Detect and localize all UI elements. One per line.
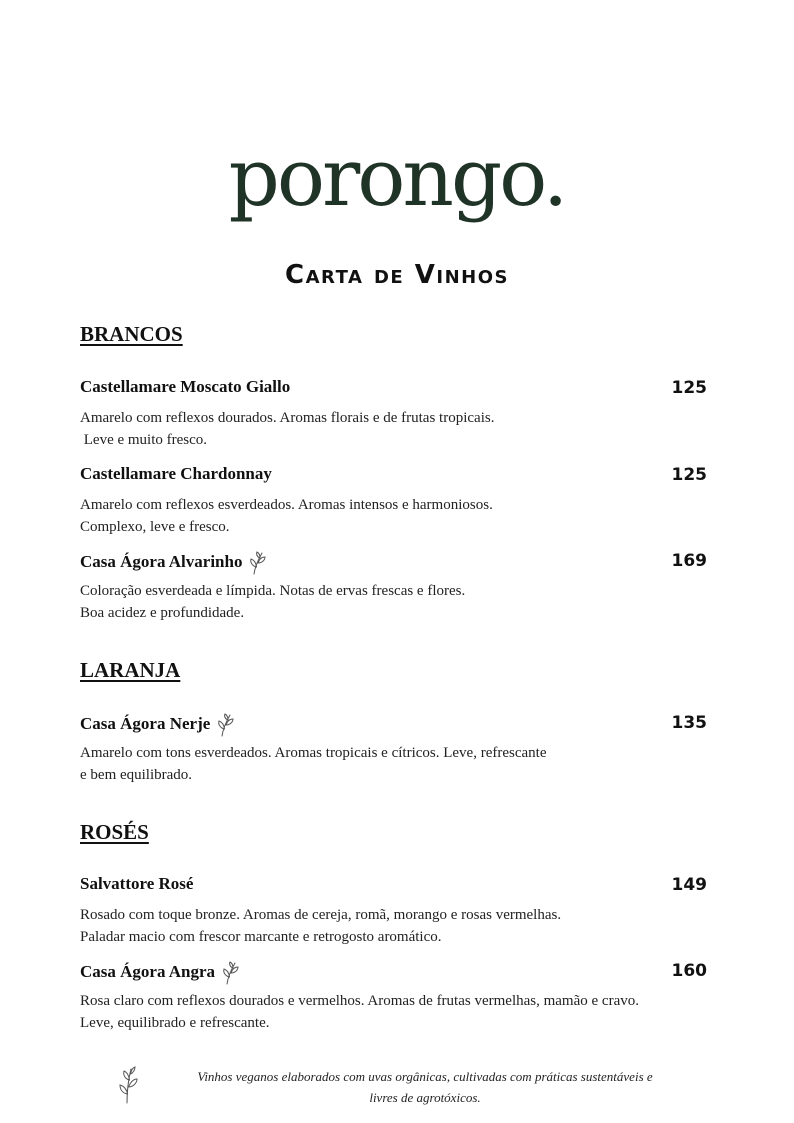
description-line: Rosado com toque bronze. Aromas de cereja, romã, morango e rosas vermelhas. — [80, 907, 562, 923]
description-line: Amarelo com tons esverdeados. Aromas tropicais e cítricos. Leve, refrescante — [80, 745, 547, 761]
wine-price: 125 — [671, 378, 707, 398]
wine-name-vegan — [80, 713, 236, 737]
wine-price: 160 — [671, 961, 707, 981]
wine-name-text: Casa Ágora Angra — [80, 961, 216, 981]
wine-name: Castellamare Chardonnay — [80, 464, 272, 483]
page-title: Carta de Vinhos — [285, 260, 509, 290]
wine-description — [80, 494, 730, 538]
leaf-icon — [216, 713, 236, 737]
wine-price: 149 — [671, 875, 707, 895]
description-line: Leve e muito fresco. — [80, 432, 208, 448]
description-line: Paladar macio com frescor marcante e retrogosto aromático. — [80, 929, 442, 945]
wine-description — [80, 580, 730, 624]
leaf-icon — [118, 1066, 140, 1109]
footnote-text — [140, 1066, 710, 1108]
brand-logo: porongo. — [228, 131, 566, 224]
wine-name: Castellamare Moscato Giallo — [80, 377, 291, 396]
section-heading-brancos: BRANCOS — [80, 322, 183, 346]
section-heading-laranja: LARANJA — [80, 658, 181, 682]
wine-price: 135 — [671, 713, 707, 733]
description-line: Coloração esverdeada e límpida. Notas de ervas frescas e flores. — [80, 583, 466, 599]
wine-name-text: Casa Ágora Nerje — [80, 713, 211, 733]
wine-price: 125 — [671, 465, 707, 485]
leaf-icon — [248, 551, 268, 575]
wine-description — [80, 990, 730, 1034]
wine-name-vegan — [80, 551, 268, 575]
wine-name-vegan — [80, 961, 241, 985]
description-line: Rosa claro com reflexos dourados e vermelhos. Aromas de frutas vermelhas, mamão e cravo. — [80, 993, 639, 1009]
description-line: Amarelo com reflexos esverdeados. Aromas intensos e harmoniosos. — [80, 497, 493, 513]
description-line: Complexo, leve e fresco. — [80, 519, 230, 535]
wine-description — [80, 742, 730, 786]
description-line: Boa acidez e profundidade. — [80, 605, 245, 621]
wine-description — [80, 407, 730, 451]
leaf-icon — [221, 961, 241, 985]
description-line: Leve, equilibrado e refrescante. — [80, 1015, 270, 1031]
footnote-line: livres de agrotóxicos. — [369, 1090, 481, 1105]
wine-price: 169 — [671, 551, 707, 571]
wine-name: Salvattore Rosé — [80, 874, 194, 893]
footnote-line: Vinhos veganos elaborados com uvas orgânicas, cultivadas com práticas sustentáveis e — [197, 1069, 653, 1084]
wine-name-text: Casa Ágora Alvarinho — [80, 551, 243, 571]
wine-description — [80, 904, 730, 948]
description-line: Amarelo com reflexos dourados. Aromas florais e de frutas tropicais. — [80, 410, 495, 426]
section-heading-roses: ROSÉS — [80, 820, 149, 844]
description-line: e bem equilibrado. — [80, 767, 193, 783]
